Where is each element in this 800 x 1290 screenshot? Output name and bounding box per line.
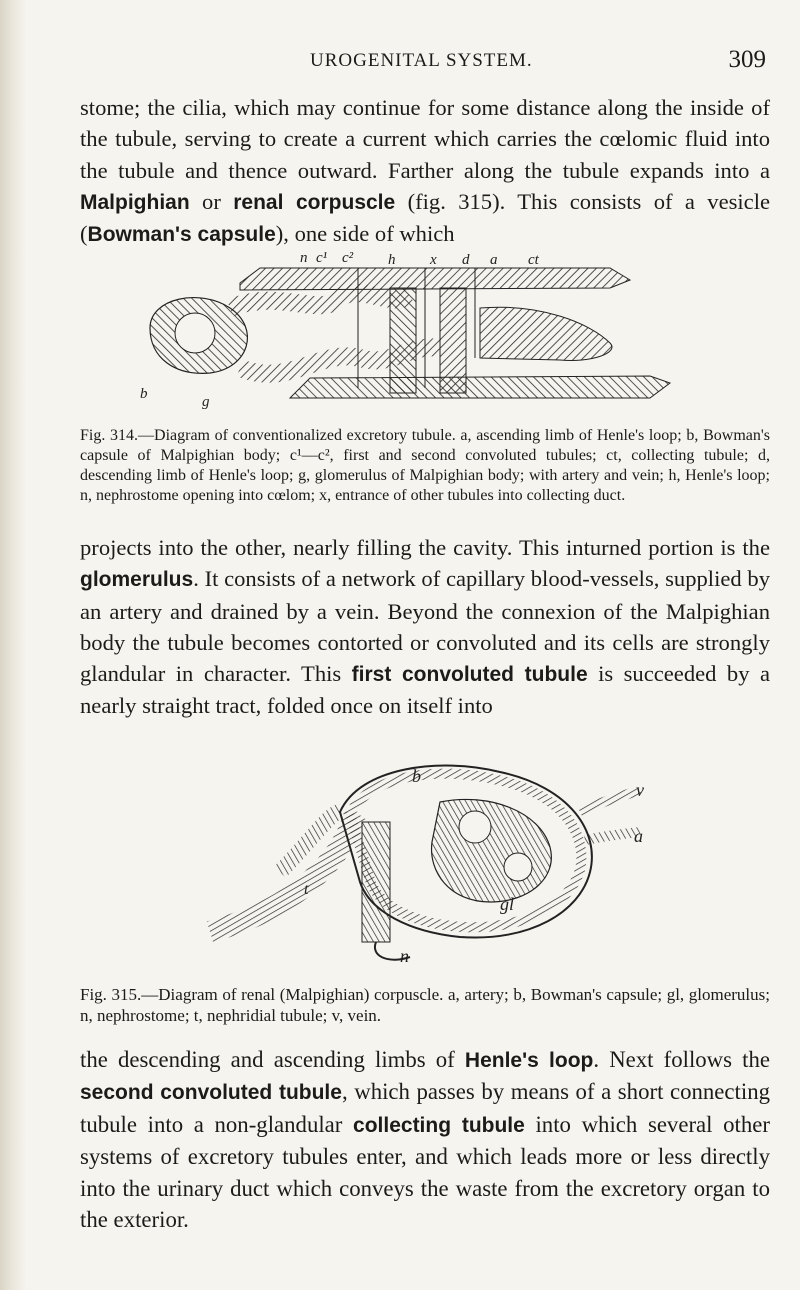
term-henles-loop: Henle's loop [464,1049,594,1072]
figure-314-caption: Fig. 314.—Diagram of conventionalized excretory tubule. a, ascending limb of Henle's loop; b, Bowman's capsule of Malpighian body; c¹—c², first and second convoluted tubules; ct, collecting tubule; d, descending limb of Henle's loop; g, glomerulus of Malpighian body; with artery and vein; h, Henle's loop; n, nephrostome opening into cœlom; x, entrance of other tubules into collecting duct. [80,427,770,504]
fig314-label-c1: c¹ [316,250,328,266]
paragraph-2-text-c: is succeeded by a nearly straight tract, folded once on itself into [80,661,770,719]
term-first-convoluted-tubule: first convoluted tubule [351,663,588,687]
page-gutter-shadow [0,0,26,1290]
paragraph-2 [80,532,770,722]
term-malpighian: Malpighian [80,190,190,214]
fig314-label-b: b [140,386,148,402]
fig315-label-gl: gl [500,894,515,914]
fig315-label-b: b [412,766,421,786]
fig315-label-t: t [304,881,309,898]
paragraph-3-text-b: . Next follows the [593,1047,771,1072]
paragraph-3-text-c: , which passes by means of a short connecting tubule into a non-glandular [80,1079,770,1137]
term-collecting-tubule: collecting tubule [353,1113,525,1137]
fig314-label-d: d [462,252,470,268]
fig314-label-h: h [388,252,396,268]
fig314-label-ct: ct [528,252,539,268]
term-second-convoluted-tubule: second convoluted tubule [80,1081,342,1105]
fig315-label-n: n [400,946,409,966]
figure-315-diagram [200,752,650,967]
paragraph-1-text-b: or [189,188,234,214]
paragraph-3-text-a: the descending and ascending limbs of [80,1047,465,1072]
fig314-label-n: n [300,250,308,266]
paragraph-2-text-a: projects into the other, nearly filling the cavity. This inturned portion is the [80,535,770,560]
paragraph-3-text-d: into which several other systems of excretory tubules enter, and which leads more or less directly into the urinary duct which conveys the waste from the excretory organ to the exterior. [80,1111,770,1233]
paragraph-1-text-c: (fig. 315). This consists of a vesicle ( [80,188,771,247]
figure-314-diagram [90,248,690,413]
term-renal-corpuscle: renal corpuscle [233,190,396,214]
paragraph-3 [80,1044,770,1235]
paragraph-1-text-a: stome; the cilia, which may continue for some distance along the inside of the tubule, serving to create a current which carries the cœlomic fluid into the tubule and thence outward. Farther along the tubule expands into a [80,95,770,183]
fig314-label-a: a [490,252,498,268]
fig314-label-c2: c² [342,250,354,266]
paragraph-1-text-d: ), one side of which [275,221,455,247]
running-header [80,48,770,78]
term-bowmans-capsule: Bowman's capsule [87,223,276,247]
fig314-label-g: g [202,394,210,410]
page-number: 309 [728,46,766,73]
fig315-label-v: v [636,780,644,800]
figure-315-caption: Fig. 315.—Diagram of renal (Malpighian) corpuscle. a, artery; b, Bowman's capsule; gl, glomerulus; n, nephrostome; t, nephridial tubule; v, vein. [80,985,770,1025]
paragraph-1 [80,92,770,250]
term-glomerulus: glomerulus [80,568,194,592]
paragraph-2-text-b: . It consists of a network of capillary blood-vessels, supplied by an artery and drained by a vein. Beyond the connexion of the Malpighian body the tubule becomes contorted or convoluted and its cells are strongly glandular in character. This [80,566,770,687]
fig314-label-x: x [430,252,437,268]
running-title: UROGENITAL SYSTEM. [310,50,533,71]
fig315-label-a: a [634,826,643,846]
